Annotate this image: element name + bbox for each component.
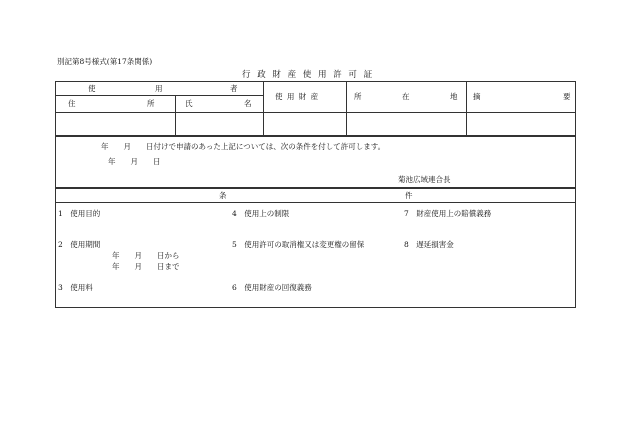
location-header-char: 所 xyxy=(354,92,362,101)
table-rule xyxy=(466,81,467,136)
table-rule xyxy=(175,95,176,136)
property-header: 使 用 財 産 xyxy=(275,92,320,101)
permit-date: 年 月 日 xyxy=(108,157,161,166)
location-header-char: 在 xyxy=(402,92,410,101)
period-from: 年 月 日から xyxy=(112,251,180,260)
conditions-header-right: 件 xyxy=(405,191,413,200)
table-rule xyxy=(346,81,347,136)
summary-header-char: 要 xyxy=(563,92,571,101)
user-header-char: 者 xyxy=(230,84,238,93)
address-header-char: 住 xyxy=(68,99,76,108)
summary-header-char: 摘 xyxy=(473,92,481,101)
location-header-char: 地 xyxy=(450,92,458,101)
user-header-char: 使 xyxy=(88,84,96,93)
period-to: 年 月 日まで xyxy=(112,262,180,271)
table-rule xyxy=(263,81,264,136)
user-table-frame xyxy=(55,81,576,136)
address-header-char: 所 xyxy=(147,99,155,108)
table-rule xyxy=(55,202,576,203)
table-rule xyxy=(55,112,576,113)
condition-item: 1 使用目的 xyxy=(58,209,101,218)
name-header-char: 名 xyxy=(244,99,252,108)
condition-item: 3 使用料 xyxy=(58,283,93,292)
form-id-label: 別記第8号様式(第17条関係) xyxy=(57,57,153,66)
document-title: 行 政 財 産 使 用 許 可 証 xyxy=(242,70,375,80)
condition-item: 7 財産使用上の賠償義務 xyxy=(404,209,492,218)
table-rule xyxy=(55,95,263,96)
condition-item: 6 使用財産の回復義務 xyxy=(232,283,312,292)
condition-item: 4 使用上の制限 xyxy=(232,209,290,218)
condition-item: 2 使用期間 xyxy=(58,240,101,249)
condition-item: 8 遅延損害金 xyxy=(404,240,454,249)
name-header-char: 氏 xyxy=(185,99,193,108)
condition-item: 5 使用許可の取消権又は変更権の留保 xyxy=(232,240,365,249)
conditions-header-left: 条 xyxy=(219,191,227,200)
issuer-name: 菊池広域連合長 xyxy=(398,175,451,184)
permit-statement: 年 月 日付けで申請のあった上記については、次の条件を付して許可します。 xyxy=(101,142,386,151)
user-header-char: 用 xyxy=(155,84,163,93)
